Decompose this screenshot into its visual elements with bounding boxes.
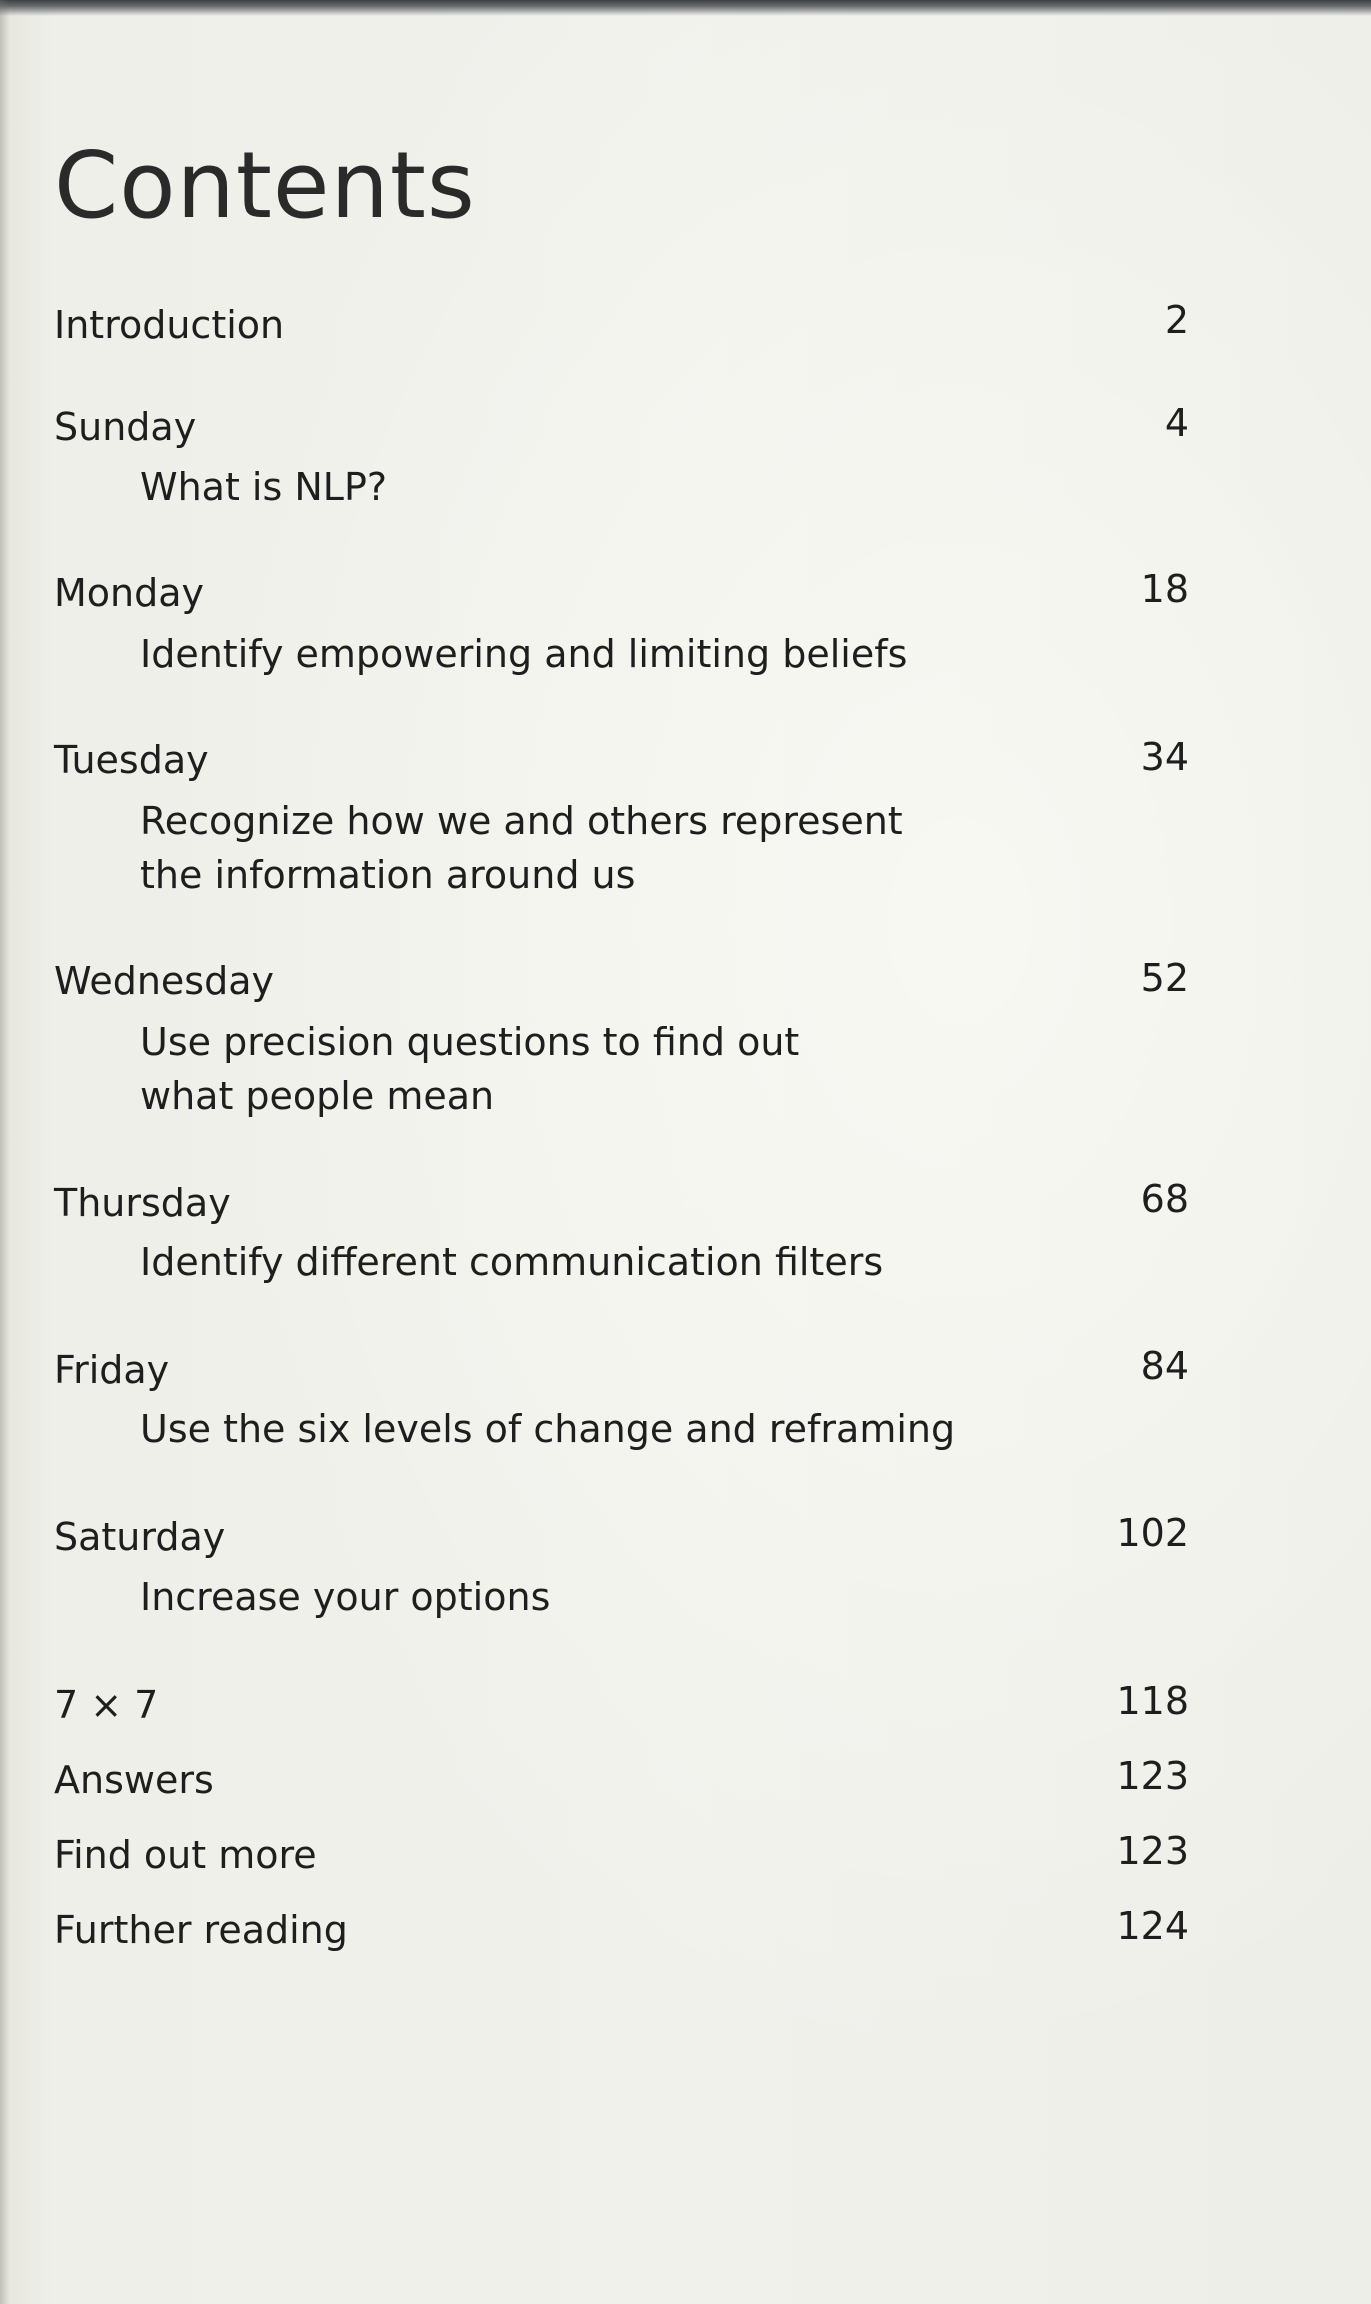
- toc-entry-thursday: Thursday: [54, 1181, 231, 1225]
- toc-entry-answers: Answers: [54, 1758, 214, 1802]
- toc-desc-thursday: [140, 1235, 883, 1289]
- toc-desc-friday: [140, 1402, 955, 1456]
- toc-desc-line: Identify different communication filters: [140, 1240, 884, 1284]
- toc-page-find-out-more: 123: [1116, 1829, 1189, 1873]
- toc-desc-saturday: [140, 1570, 550, 1624]
- toc-desc-line: Identify empowering and limiting beliefs: [140, 632, 908, 676]
- toc-page-7x7: 118: [1116, 1679, 1189, 1723]
- toc-desc-line: Use the six levels of change and reframing: [140, 1407, 956, 1451]
- toc-desc-tuesday: [140, 794, 903, 902]
- toc-page-answers: 123: [1116, 1754, 1189, 1798]
- toc-entry-7x7: 7 × 7: [54, 1683, 159, 1727]
- toc-desc-line: Use precision questions to find out: [140, 1020, 800, 1064]
- toc-page-tuesday: 34: [1140, 735, 1189, 779]
- toc-entry-further-reading: Further reading: [54, 1908, 348, 1952]
- toc-entry-sunday: Sunday: [54, 405, 197, 449]
- toc-page-saturday: 102: [1116, 1511, 1189, 1555]
- toc-desc-line: what people mean: [140, 1074, 495, 1118]
- toc-page-thursday: 68: [1140, 1177, 1189, 1221]
- page-top-edge: [0, 0, 1371, 16]
- toc-page-further-reading: 124: [1116, 1904, 1189, 1948]
- toc-entry-friday: Friday: [54, 1348, 170, 1392]
- page-left-edge: [0, 0, 10, 2304]
- toc-page-friday: 84: [1140, 1344, 1189, 1388]
- toc-desc-line: Increase your options: [140, 1575, 551, 1619]
- toc-desc-sunday: [140, 460, 387, 514]
- toc-desc-line: What is NLP?: [140, 465, 388, 509]
- toc-desc-line: Recognize how we and others represent: [140, 799, 903, 843]
- toc-page-introduction: 2: [1164, 298, 1189, 342]
- toc-page-wednesday: 52: [1140, 956, 1189, 1000]
- toc-page-monday: 18: [1140, 567, 1189, 611]
- toc-page-sunday: 4: [1164, 401, 1189, 445]
- toc-entry-wednesday: Wednesday: [54, 959, 275, 1003]
- toc-entry-saturday: Saturday: [54, 1515, 226, 1559]
- toc-desc-monday: [140, 627, 907, 681]
- toc-entry-monday: Monday: [54, 571, 205, 615]
- toc-desc-line: the information around us: [140, 853, 636, 897]
- page-title: Contents: [54, 132, 476, 239]
- toc-entry-introduction: Introduction: [54, 303, 285, 347]
- toc-entry-tuesday: Tuesday: [54, 738, 209, 782]
- toc-desc-wednesday: [140, 1015, 799, 1123]
- toc-entry-find-out-more: Find out more: [54, 1833, 317, 1877]
